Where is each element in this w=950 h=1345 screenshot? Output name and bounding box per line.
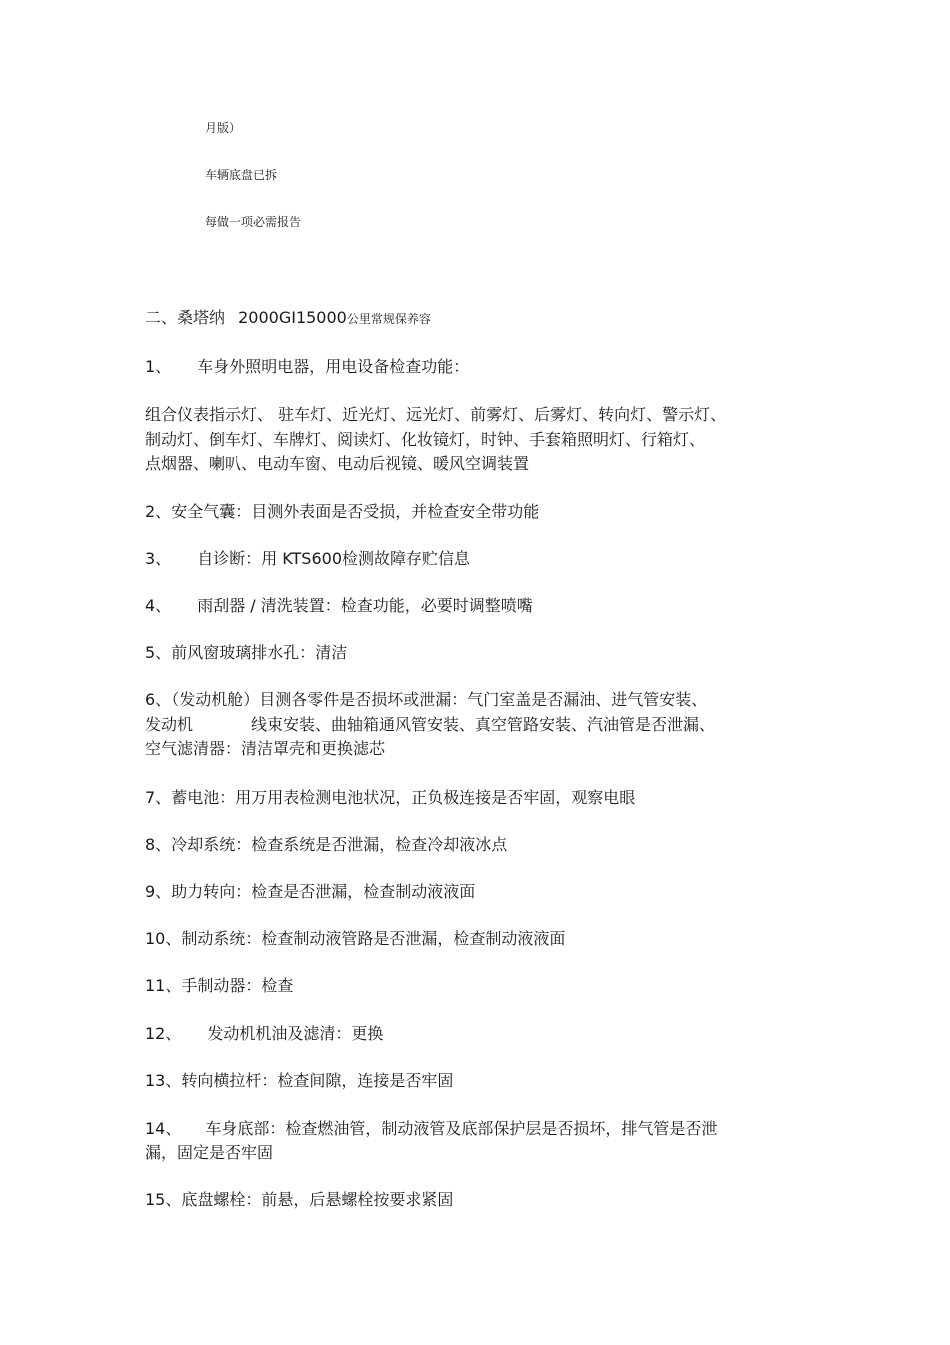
item-number: 2、 [145, 502, 172, 521]
item-number: 5、 [145, 643, 172, 662]
item-text: 线束安装、曲轴箱通风管安装、真空管路安装、汽油管是否泄漏、 [251, 715, 716, 734]
section-prefix: 二、桑塔纳 [145, 308, 226, 327]
list-item-9 [145, 880, 475, 903]
list-item-14-line-2: 漏，固定是否牢固 [145, 1143, 274, 1162]
item-text: 安全气囊：目测外表面是否受损，并检查安全带功能 [171, 502, 540, 521]
item-text: 制动系统：检查制动液管路是否泄漏，检查制动液液面 [181, 929, 566, 948]
list-item-4 [145, 594, 533, 617]
list-item-6 [145, 688, 707, 711]
item-text: 手制动器：检查 [181, 976, 294, 995]
list-item-detail-line-3: 点烟器、喇叭、电动车窗、电动后视镜、暖风空调装置 [145, 454, 530, 473]
list-item-10 [145, 927, 565, 950]
item-text: 发动机 [145, 715, 194, 734]
item-number: 9、 [145, 882, 172, 901]
list-item-detail-line-2: 制动灯、倒车灯、车牌灯、阅读灯、化妆镜灯，时钟、手套箱照明灯、行箱灯、 [145, 430, 706, 449]
list-item-12 [145, 1022, 383, 1045]
item-number: 13、 [145, 1071, 182, 1090]
list-item-8 [145, 833, 507, 856]
section-suffix: 公里常规保养容 [346, 312, 431, 326]
list-item-5 [145, 641, 347, 664]
item-number: 15、 [145, 1190, 182, 1209]
item-text: 车身外照明电器，用电设备检查功能： [197, 357, 470, 376]
note-line-1: 月版） [205, 121, 242, 135]
item-text: 车身底部：检查燃油管，制动液管及底部保护层是否损坏，排气管是否泄 [205, 1119, 718, 1138]
list-item-15 [145, 1188, 453, 1211]
item-text: 助力转向：检查是否泄漏，检查制动液液面 [171, 882, 476, 901]
item-text: 蓄电池：用万用表检测电池状况，正负极连接是否牢固，观察电眼 [171, 788, 636, 807]
item-number: 12、 [145, 1024, 182, 1043]
item-number: 4、 [145, 596, 172, 615]
item-number: 6、 [145, 690, 172, 709]
list-item-3 [145, 547, 470, 570]
note-line-3: 每做一项必需报告 [205, 215, 302, 229]
list-item-11 [145, 974, 293, 997]
item-text: （发动机舱）目测各零件是否损坏或泄漏：气门室盖是否漏油、进气管安装、 [171, 690, 708, 709]
item-text: 雨刮器 / 清洗装置：检查功能，必要时调整喷嘴 [197, 596, 533, 615]
list-item-2 [145, 500, 539, 523]
list-item-6-line-2 [145, 713, 715, 736]
item-text: 转向横拉杆：检查间隙，连接是否牢固 [181, 1071, 454, 1090]
item-number: 3、 [145, 549, 172, 568]
item-number: 1、 [145, 357, 172, 376]
item-number: 8、 [145, 835, 172, 854]
item-number: 7、 [145, 788, 172, 807]
list-item-14 [145, 1117, 717, 1140]
item-number: 10、 [145, 929, 182, 948]
item-text: 自诊断：用 KTS600检测故障存贮信息 [197, 549, 470, 568]
list-item-6-line-3: 空气滤清器：清洁罩壳和更换滤芯 [145, 739, 386, 758]
section-model: 2000GI15000 [238, 308, 347, 327]
list-item-detail-line-1: 组合仪表指示灯、 驻车灯、近光灯、远光灯、前雾灯、后雾灯、转向灯、警示灯、 [145, 405, 727, 424]
item-text: 发动机机油及滤清：更换 [207, 1024, 384, 1043]
item-text: 前风窗玻璃排水孔：清洁 [171, 643, 348, 662]
list-item-1 [145, 355, 469, 378]
item-text: 底盘螺栓：前悬，后悬螺栓按要求紧固 [181, 1190, 454, 1209]
list-item-7 [145, 786, 635, 809]
item-number: 14、 [145, 1119, 182, 1138]
item-text: 冷却系统：检查系统是否泄漏，检查冷却液冰点 [171, 835, 508, 854]
list-item-13 [145, 1069, 453, 1092]
note-line-2: 车辆底盘已拆 [205, 168, 278, 182]
section-heading [145, 307, 431, 330]
item-number: 11、 [145, 976, 182, 995]
